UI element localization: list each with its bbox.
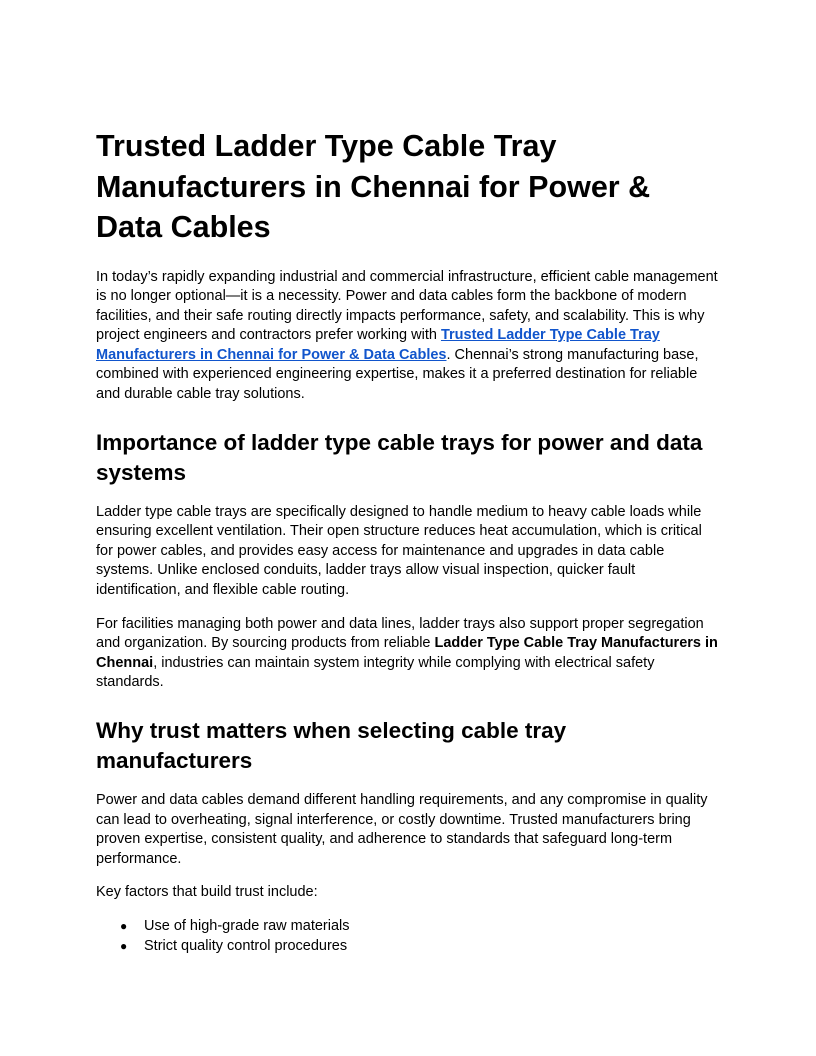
intro-text-before-link: In today’s rapidly expanding industrial and commercial infrastructure, efficient cable management is no longer optional—it is a necessity. Power and data cables form the backbone of modern facilities, and their safe routing directly impacts performance, safety, and scalability. This is why project engineers and contractors prefer working with xyxy=(96,268,718,344)
section1-p2-bold-text: Ladder Type Cable Tray Manufacturers in Chennai xyxy=(96,635,718,671)
intro-text-after-link: . Chennai’s strong manufacturing base, combined with experienced engineering expertise, makes it a preferred destination for reliable and durable cable tray solutions. xyxy=(96,346,699,403)
section2-paragraph-2: Key factors that build trust include: xyxy=(96,884,318,901)
section1-p2-text-after: , industries can maintain system integrity while complying with electrical safety standards. xyxy=(96,654,655,691)
section2-paragraph-1: Power and data cables demand different handling requirements, and any compromise in quality can lead to overheating, signal interference, or costly downtime. Trusted manufacturers bring proven expertise, consistent quality, and adherence to standards that safeguard long-term performance. xyxy=(96,792,708,867)
bullet-icon: ● xyxy=(120,938,128,953)
section1-paragraph-2 xyxy=(96,615,720,693)
trust-factors-list xyxy=(96,917,720,956)
section-heading-why-trust: Why trust matters when selecting cable tray manufacturers xyxy=(96,718,567,773)
trusted-manufacturers-link[interactable]: Trusted Ladder Type Cable Tray Manufacturers in Chennai for Power & Data Cables xyxy=(96,327,660,363)
list-item xyxy=(120,937,720,957)
document-page xyxy=(96,126,720,956)
section1-p2-text-before: For facilities managing both power and data lines, ladder trays also support proper segregation and organization. By sourcing products from reliable xyxy=(96,615,704,652)
list-item-text: Use of high-grade raw materials xyxy=(144,917,350,934)
intro-paragraph xyxy=(96,268,720,405)
document-title: Trusted Ladder Type Cable Tray Manufacturers in Chennai for Power & Data Cables xyxy=(96,129,651,244)
list-item xyxy=(120,917,720,937)
section1-paragraph-1: Ladder type cable trays are specifically designed to handle medium to heavy cable loads while ensuring excellent ventilation. Their open structure reduces heat accumulation, which is critical for power cables, and provides easy access for maintenance and upgrades in data cable systems. Unlike enclosed conduits, ladder trays allow visual inspection, quicker fault identification, and flexible cable routing. xyxy=(96,503,702,599)
section-heading-importance: Importance of ladder type cable trays for power and data systems xyxy=(96,429,703,485)
bullet-icon: ● xyxy=(120,918,128,933)
list-item-text: Strict quality control procedures xyxy=(144,937,348,954)
